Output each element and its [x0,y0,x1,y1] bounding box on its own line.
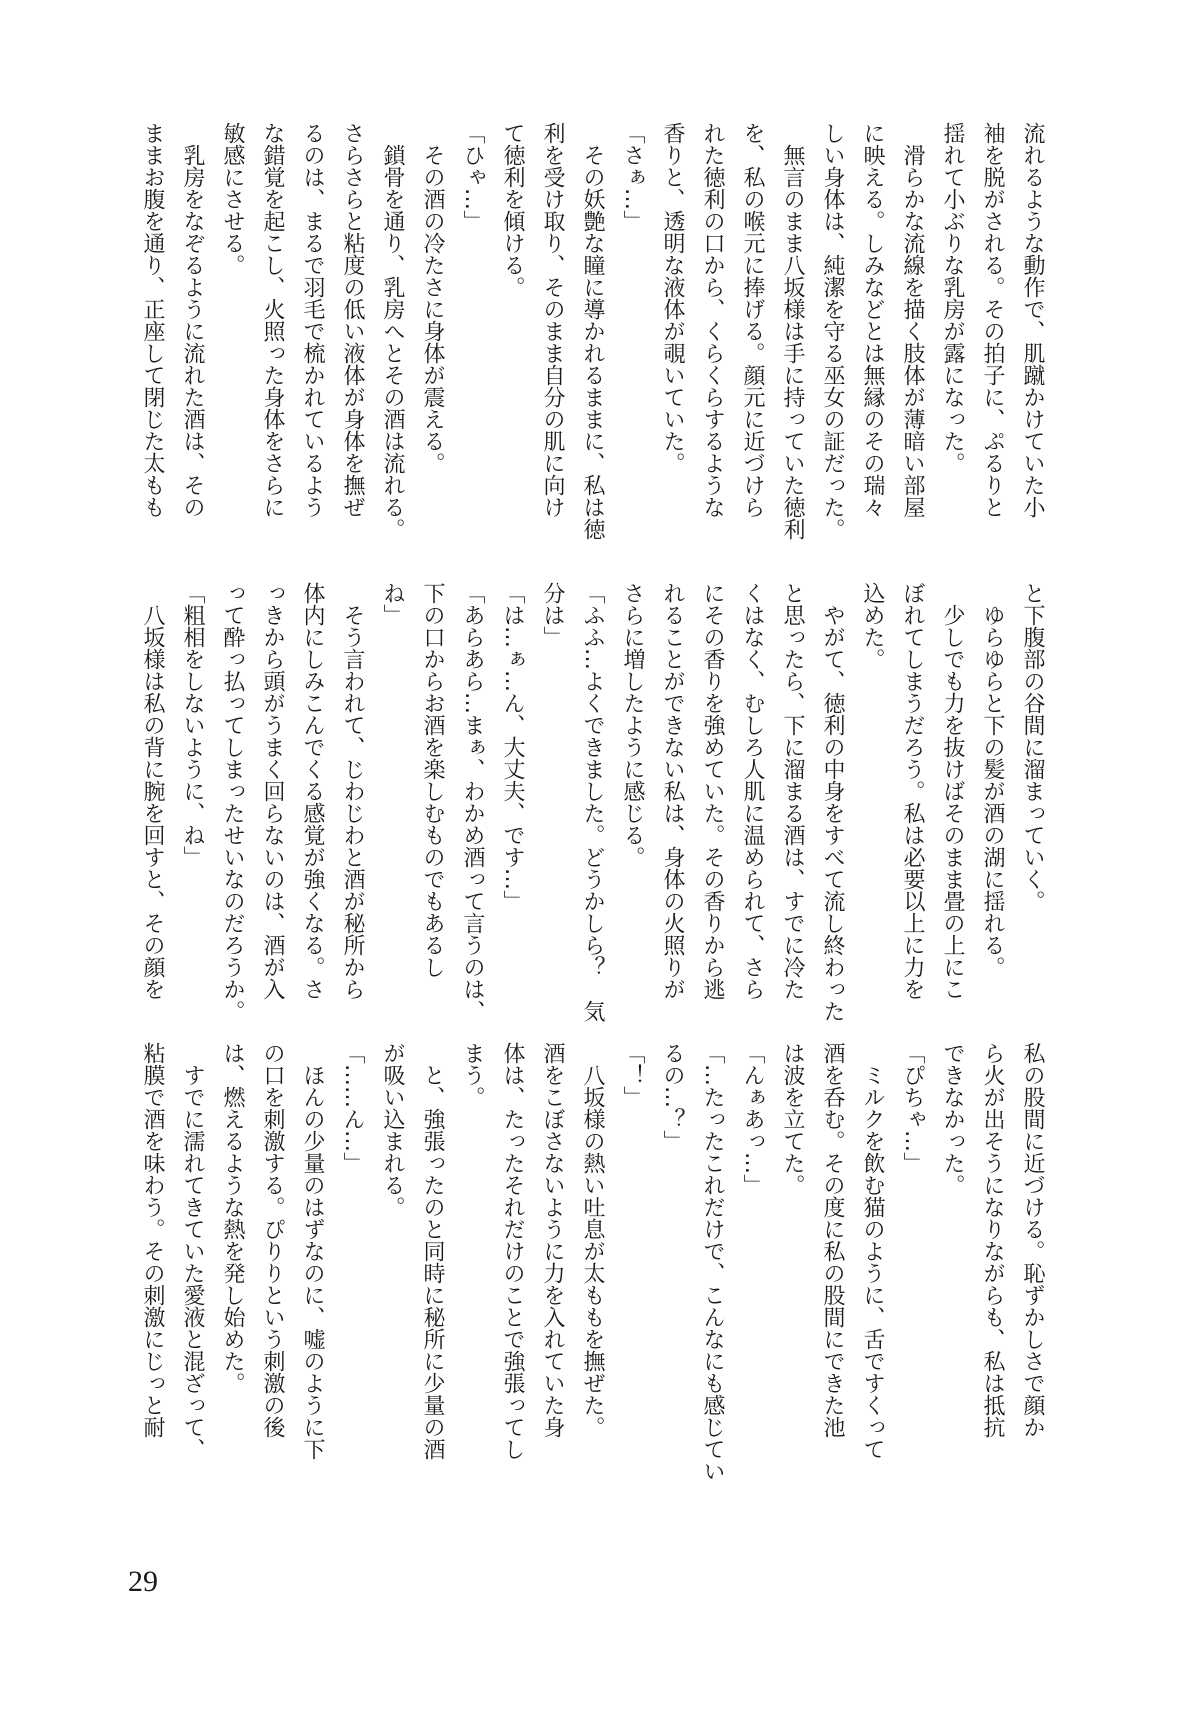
text-column: しい身体は、純潔を守る巫女の証だった。 [820,122,845,540]
text-column: 「あらあら…まぁ、わかめ酒って言うのは、 [460,582,485,1022]
page-number: 29 [128,1565,158,1598]
text-column: ね」 [380,582,405,626]
text-column: な錯覚を起こし、火照った身体をさらに [260,122,285,518]
text-column: 敏感にさせる。 [220,122,245,276]
text-column: 無言のまま八坂様は手に持っていた徳利 [780,122,805,540]
text-column: ら火が出そうになりながらも、私は抵抗 [980,1042,1005,1438]
text-column: 鎖骨を通り、乳房へとその酒は流れる。 [380,122,405,540]
text-column: ミルクを飲む猫のように、舌ですくって [860,1042,885,1460]
text-column: ゆらゆらと下の髪が酒の湖に揺れる。 [980,582,1005,978]
text-column: が吸い込まれる。 [380,1042,405,1218]
text-block-top [142,122,1052,572]
text-column: と下腹部の谷間に溜まっていく。 [1020,582,1045,912]
text-column: 揺れて小ぶりな乳房が露になった。 [940,122,965,474]
text-column: 「ふふ…よくできました。どうかしら？ 気 [580,582,605,1022]
text-column: できなかった。 [940,1042,965,1196]
text-column: 酒をこぼさないように力を入れていた身 [540,1042,565,1438]
text-column: 「ひゃ…」 [460,122,485,232]
text-column: 「さぁ…」 [620,122,645,232]
text-column: 香りと、透明な液体が覗いていた。 [660,122,685,474]
text-column: 「粗相をしないように、ね」 [180,582,205,868]
text-block-bottom [142,1042,1052,1492]
text-column: 「…たったこれだけで、こんなにも感じてい [700,1042,725,1482]
text-column: 少しでも力を抜けばそのまま畳の上にこ [940,582,965,1000]
text-column: さらさらと粘度の低い液体が身体を撫ぜ [340,122,365,518]
text-column: れた徳利の口から、くらくらするような [700,122,725,518]
text-column: 八坂様は私の背に腕を回すと、その顔を [140,582,165,1000]
text-column: にその香りを強めていた。その香りから逃 [700,582,725,1000]
text-column: 下の口からお酒を楽しむものでもあるし [420,582,445,978]
text-column: まう。 [460,1042,485,1108]
text-column: 「！」 [620,1042,645,1108]
text-column: は、燃えるような熱を発し始めた。 [220,1042,245,1394]
text-column: その妖艶な瞳に導かれるままに、私は徳 [580,122,605,540]
text-column: を、私の喉元に捧げる。顔元に近づけら [740,122,765,518]
text-column: って酔っ払ってしまったせいなのだろうか。 [220,582,245,1022]
text-column: は波を立てた。 [780,1042,805,1196]
text-column: 利を受け取り、そのまま自分の肌に向け [540,122,565,518]
text-column: に映える。しみなどとは無縁のその瑞々 [860,122,885,518]
text-column: と思ったら、下に溜まる酒は、すでに冷た [780,582,805,1000]
text-column: っきから頭がうまく回らないのは、酒が入 [260,582,285,1000]
text-column: 込めた。 [860,582,885,670]
text-column: と、強張ったのと同時に秘所に少量の酒 [420,1042,445,1460]
text-column: るの…？」 [660,1042,685,1152]
text-column: るのは、まるで羽毛で梳かれているよう [300,122,325,518]
text-column: 八坂様の熱い吐息が太ももを撫ぜた。 [580,1042,605,1438]
text-column: 分は」 [540,582,565,648]
text-column: くはなく、むしろ人肌に温められて、さら [740,582,765,1000]
text-column: れることができない私は、身体の火照りが [660,582,685,1000]
text-column: 乳房をなぞるように流れた酒は、その [180,122,205,518]
text-column: 滑らかな流線を描く肢体が薄暗い部屋 [900,122,925,518]
text-column: の口を刺激する。ぴりりという刺激の後 [260,1042,285,1438]
text-column: さらに増したように感じる。 [620,582,645,868]
text-column: 酒を呑む。その度に私の股間にできた池 [820,1042,845,1438]
text-column: その酒の冷たさに身体が震える。 [420,122,445,474]
text-column: 私の股間に近づける。恥ずかしさで顔か [1020,1042,1045,1438]
text-column: すでに濡れてきていた愛液と混ざって、 [180,1042,205,1460]
text-column: 「……ん…」 [340,1042,365,1174]
text-column: 粘膜で酒を味わう。その刺激にじっと耐 [140,1042,165,1438]
text-column: ままお腹を通り、正座して閉じた太もも [140,122,165,518]
text-column: て徳利を傾ける。 [500,122,525,298]
text-column: 「ぴちゃ…」 [900,1042,925,1174]
text-column: そう言われて、じわじわと酒が秘所から [340,582,365,1000]
text-column: 体は、たったそれだけのことで強張ってし [500,1042,525,1460]
text-column: 袖を脱がされる。その拍子に、ぷるりと [980,122,1005,518]
text-column: 「んぁあっ…」 [740,1042,765,1196]
text-column: ぼれてしまうだろう。私は必要以上に力を [900,582,925,1000]
text-column: 流れるような動作で、肌蹴かけていた小 [1020,122,1045,518]
text-column: 「は…ぁ…ん、大丈夫、です…」 [500,582,525,912]
text-column: 体内にしみこんでくる感覚が強くなる。さ [300,582,325,1000]
text-column: ほんの少量のはずなのに、嘘のように下 [300,1042,325,1460]
text-column: やがて、徳利の中身をすべて流し終わった [820,582,845,1022]
text-block-middle [142,582,1052,1032]
